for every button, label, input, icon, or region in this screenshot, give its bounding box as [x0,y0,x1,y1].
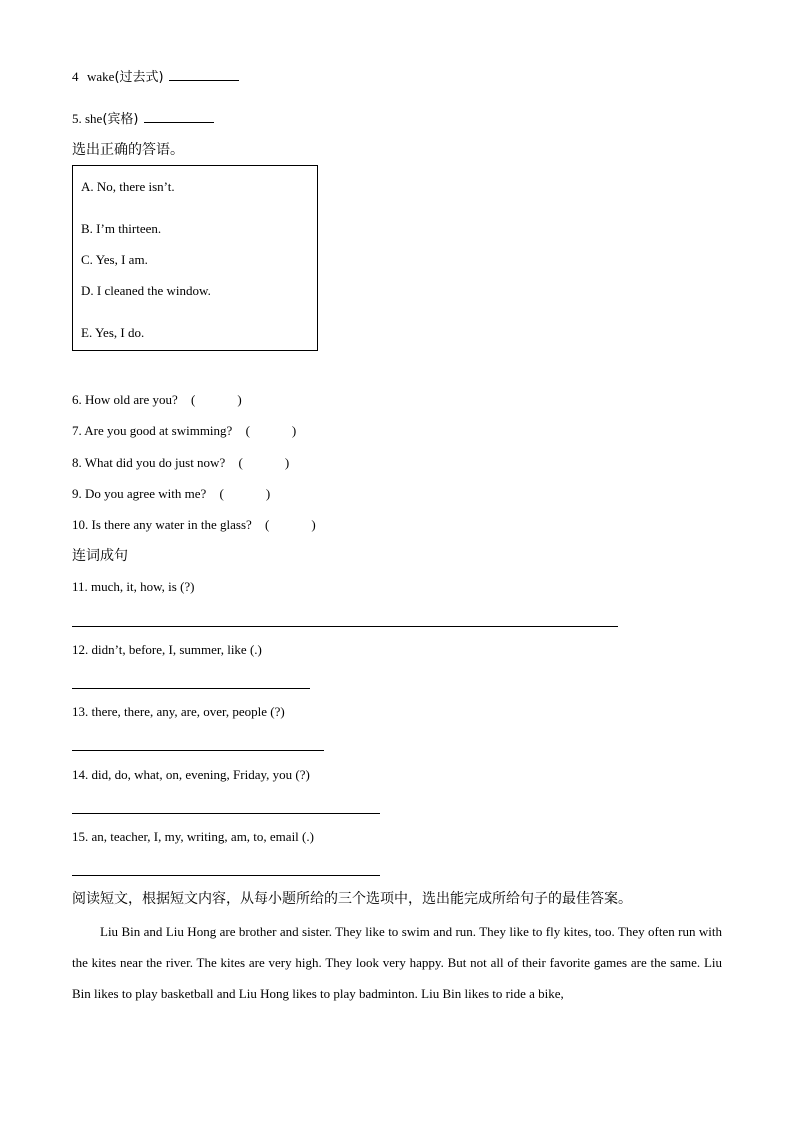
section-order-heading: 连词成句 [72,548,128,564]
question-7-label: 7. Are you good at swimming? [72,423,233,438]
item-5-answer-blank[interactable] [144,110,214,123]
option-c: C. Yes, I am. [81,252,148,267]
item-5-word: she [85,111,103,126]
options-box [72,165,318,351]
item-4-word: wake [87,69,115,84]
section-choose-heading: 选出正确的答语。 [72,142,184,158]
reading-passage-text: Liu Bin and Liu Hong are brother and sister. They like to swim and run. They like to fly kites, too. They often run with the kites near the river. The kites are very high. They look very happy. But not all of their favorite games are the same. Liu Bin likes to play basketball and Liu Hong likes to play badminton. Liu Bin likes to ride a bike, [72,924,722,1001]
question-8-label: 8. What did you do just now? [72,455,226,470]
reading-passage [72,916,722,1009]
question-10-answer-paren[interactable]: ( ) [265,517,316,532]
order-item-14-answer-line[interactable] [72,813,380,814]
order-item-12: 12. didn’t, before, I, summer, like (.) [72,642,262,657]
option-e: E. Yes, I do. [81,325,145,340]
question-8-answer-paren[interactable]: ( ) [238,455,290,470]
question-7-answer-paren[interactable]: ( ) [245,423,297,438]
question-8 [72,455,289,471]
question-10 [72,517,316,533]
question-9 [72,486,270,502]
question-6 [72,392,242,408]
question-9-answer-paren[interactable]: ( ) [219,486,271,501]
order-item-11: 11. much, it, how, is (?) [72,579,195,594]
option-b: B. I’m thirteen. [81,221,162,236]
question-7 [72,423,296,439]
option-a: A. No, there isn’t. [81,179,175,194]
option-d: D. I cleaned the window. [81,283,211,298]
section-reading-heading: 阅读短文，根据短文内容，从每小题所给的三个选项中，选出能完成所给句子的最佳答案。 [72,891,632,907]
item-5-hint: (宾格) [102,112,139,127]
order-item-14: 14. did, do, what, on, evening, Friday, you (?) [72,767,310,782]
item-4 [72,68,239,86]
order-item-15: 15. an, teacher, I, my, writing, am, to, email (.) [72,829,314,844]
question-6-answer-paren[interactable]: ( ) [191,392,242,407]
item-4-hint: (过去式) [114,70,164,85]
question-6-label: 6. How old are you? [72,392,178,407]
item-4-answer-blank[interactable] [169,68,239,81]
item-4-number: 4 [72,69,79,84]
item-5-number: 5. [72,111,82,126]
order-item-15-answer-line[interactable] [72,875,380,876]
item-5 [72,110,214,128]
question-9-label: 9. Do you agree with me? [72,486,207,501]
order-item-13: 13. there, there, any, are, over, people (?) [72,704,285,719]
order-item-11-answer-line[interactable] [72,626,618,627]
order-item-13-answer-line[interactable] [72,750,324,751]
question-10-label: 10. Is there any water in the glass? [72,517,252,532]
order-item-12-answer-line[interactable] [72,688,310,689]
